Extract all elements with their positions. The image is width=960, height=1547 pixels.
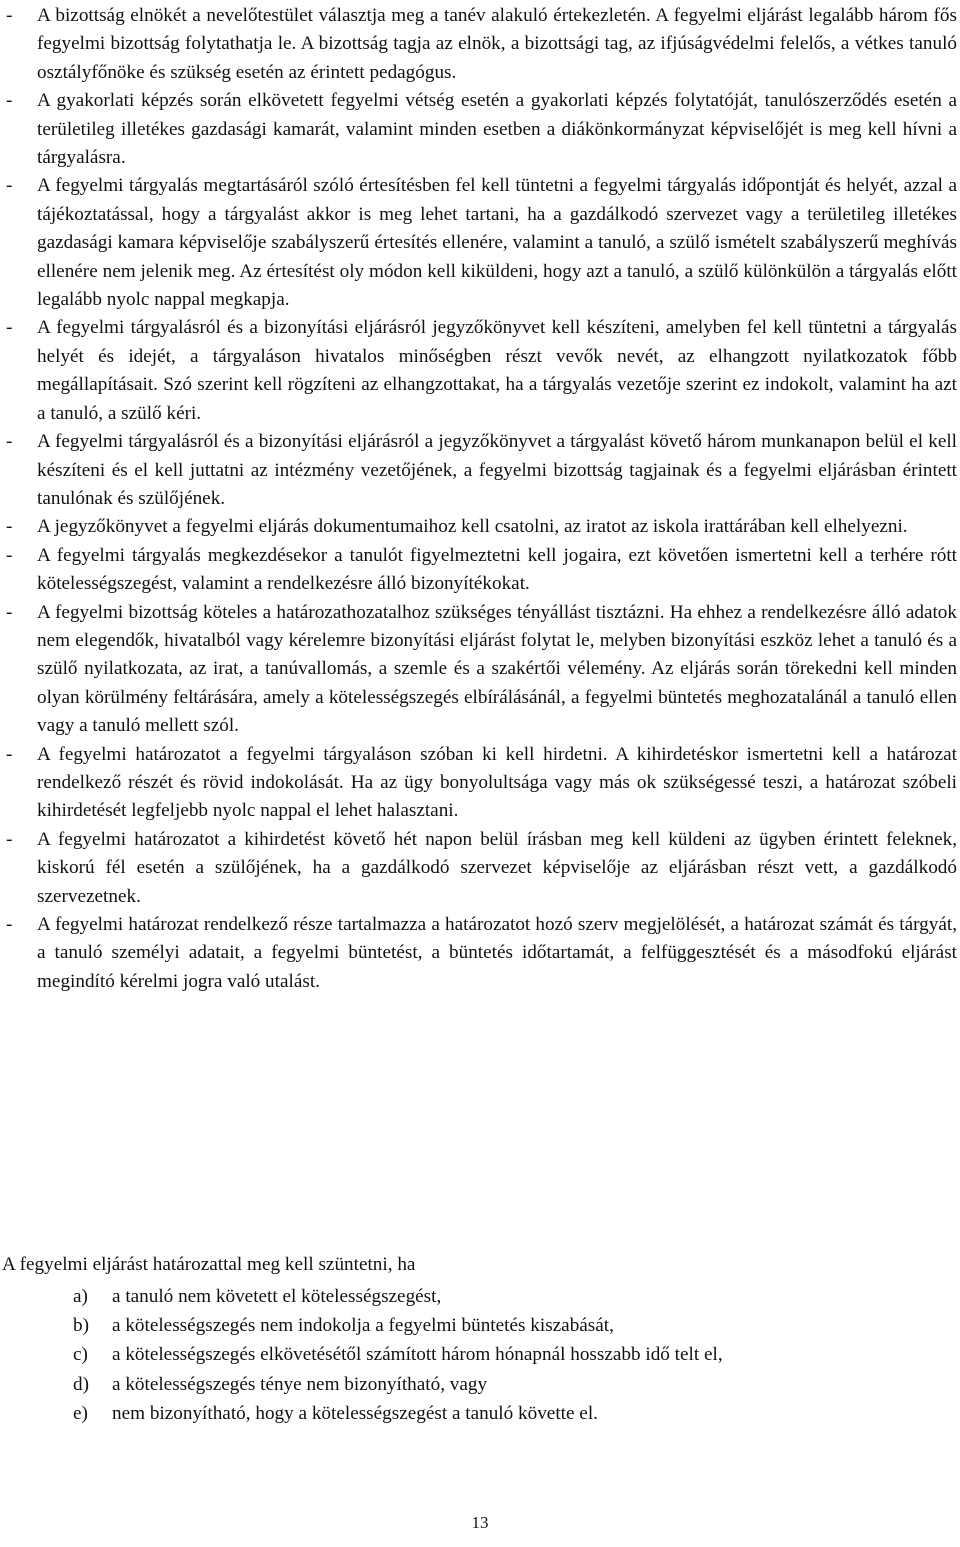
bullet-item [0, 741, 957, 826]
page-number: 13 [471, 1513, 489, 1532]
bullet-item [0, 2, 957, 87]
bullet-item [0, 542, 957, 599]
bullet-text: A fegyelmi tárgyalás megtartásáról szóló értesítésben fel kell tüntetni a fegyelmi tárgyalás időpontját és helyét, azzal a tájékoztatással, hogy a tárgyalást akkor is meg lehet tartani, ha a gazdálkodó szervezet vagy a területileg illetékes gazdasági kamara képviselője szabályszerű értesítés ellenére, valamint a tanuló, a szülő ismételt szabályszerű meghívás ellenére nem jelenik meg. Az értesítést oly módon kell kiküldeni, hogy azt a tanuló, a szülő különkülön a tárgyalás előtt legalább nyolc nappal megkapja. [37, 175, 957, 311]
condition-text: a kötelességszegés elkövetésétől számított három hónapnál hosszabb idő telt el, [112, 1344, 723, 1366]
condition-item [73, 1340, 943, 1369]
condition-marker: b) [73, 1315, 89, 1337]
procedure-bullet-list [0, 2, 957, 996]
condition-text: nem bizonyítható, hogy a kötelességszegést a tanuló követte el. [112, 1402, 598, 1424]
condition-text: a tanuló nem követett el kötelességszegést, [112, 1286, 442, 1307]
bullet-item [0, 599, 957, 741]
bullet-text: A fegyelmi határozatot a fegyelmi tárgyaláson szóban ki kell hirdetni. A kihirdetéskor ismertetni kell a határozat rendelkező részét és rövid indokolását. Ha az ügy bonyolultsága vagy más ok szükségessé teszi, a határozat szóbeli kihirdetését legfeljebb nyolc nappal el lehet halasztani. [37, 743, 957, 822]
bullet-item [0, 826, 957, 911]
bullet-text: A fegyelmi tárgyalás megkezdésekor a tanulót figyelmeztetni kell jogaira, ezt követően ismertetni kell a terhére rótt kötelességszegést, valamint a rendelkezésre álló bizonyítékokat. [37, 544, 957, 595]
condition-item [73, 1399, 943, 1428]
condition-item [73, 1311, 943, 1340]
dash-marker: - [6, 828, 13, 850]
bullet-item [0, 314, 957, 428]
dash-marker: - [6, 743, 13, 765]
termination-intro: A fegyelmi eljárást határozattal meg kell szüntetni, ha [2, 1254, 416, 1275]
bullet-item [0, 428, 957, 513]
bullet-text: A gyakorlati képzés során elkövetett fegyelmi vétség esetén a gyakorlati képzés folytatóját, tanulószerződés esetén a területileg illetékes gazdasági kamarát, valamint minden esetben a diákönkormányzat képviselőjét is meg kell hívni a tárgyalásra. [37, 90, 957, 169]
condition-marker: e) [73, 1402, 88, 1424]
condition-marker: c) [73, 1344, 88, 1366]
dash-marker: - [6, 317, 13, 339]
dash-marker: - [6, 601, 13, 623]
condition-marker: d) [73, 1373, 89, 1395]
bullet-text: A bizottság elnökét a nevelőtestület választja meg a tanév alakuló értekezletén. A fegyelmi eljárást legalább három fős fegyelmi bizottság folytathatja le. A bizottság tagja az elnök, a bizottsági tag, az ifjúságvédelmi felelős, a vétkes tanuló osztályfőnöke és szükség esetén az érintett pedagógus. [37, 5, 957, 83]
bullet-text: A fegyelmi bizottság köteles a határozathozatalhoz szükséges tényállást tisztázni. Ha ehhez a rendelkezésre álló adatok nem elegendők, hivatalból vagy kérelemre bizonyítási eljárást folytat le, melyben bizonyítási eszköz lehet a tanuló és a szülő nyilatkozata, az irat, a tanúvallomás, a szemle és a szakértői vélemény. Az eljárás során törekedni kell minden olyan körülmény feltárására, amely a kötelességszegés elbírálásánál, a fegyelmi büntetés meghozatalánál a tanuló ellen vagy a tanuló mellett szól. [37, 601, 957, 737]
dash-marker: - [6, 516, 13, 538]
bullet-item [0, 172, 957, 314]
dash-marker: - [6, 431, 13, 453]
termination-conditions-list [73, 1282, 943, 1428]
bullet-item [0, 87, 957, 172]
bullet-item [0, 911, 957, 996]
dash-marker: - [6, 914, 13, 935]
bullet-text: A jegyzőkönyvet a fegyelmi eljárás dokumentumaihoz kell csatolni, az iratot az iskola irattárában kell elhelyezni. [37, 516, 908, 538]
bullet-text: A fegyelmi határozatot a kihirdetést követő hét napon belül írásban meg kell küldeni az ügyben érintett feleknek, kiskorú fél esetén a szülőjének, ha a gazdálkodó szervezet képviselője az eljárásban részt vett, a gazdálkodó szervezetnek. [37, 828, 957, 907]
dash-marker: - [6, 5, 13, 26]
dash-marker: - [6, 90, 13, 112]
bullet-text: A fegyelmi tárgyalásról és a bizonyítási eljárásról jegyzőkönyvet kell készíteni, amelyben fel kell tüntetni a tárgyalás helyét és idejét, a tárgyaláson hivatalos minőségben részt vevők nevét, az elhangzott nyilatkozatok főbb megállapításait. Szó szerint kell rögzíteni az elhangzottakat, ha a tárgyalás vezetője szerint ez indokolt, valamint ha azt a tanuló, a szülő kéri. [37, 317, 957, 424]
dash-marker: - [6, 175, 13, 197]
bullet-text: A fegyelmi tárgyalásról és a bizonyítási eljárásról a jegyzőkönyvet a tárgyalást követő három munkanapon belül el kell készíteni és el kell juttatni az intézmény vezetőjének, a fegyelmi bizottság tagjainak és a fegyelmi eljárásban érintett tanulónak és szülőjének. [37, 431, 957, 509]
bullet-text: A fegyelmi határozat rendelkező része tartalmazza a határozatot hozó szerv megjelölését, a határozat számát és tárgyát, a tanuló személyi adatait, a fegyelmi büntetést, a büntetés időtartamát, a felfüggesztését és a másodfokú eljárást megindító kérelmi jogra való utalást. [37, 914, 957, 992]
condition-item [73, 1282, 943, 1311]
dash-marker: - [6, 544, 13, 566]
condition-text: a kötelességszegés nem indokolja a fegyelmi büntetés kiszabását, [112, 1315, 614, 1337]
condition-text: a kötelességszegés ténye nem bizonyítható, vagy [112, 1373, 488, 1395]
condition-marker: a) [73, 1286, 88, 1307]
condition-item [73, 1370, 943, 1399]
bullet-item [0, 513, 957, 541]
